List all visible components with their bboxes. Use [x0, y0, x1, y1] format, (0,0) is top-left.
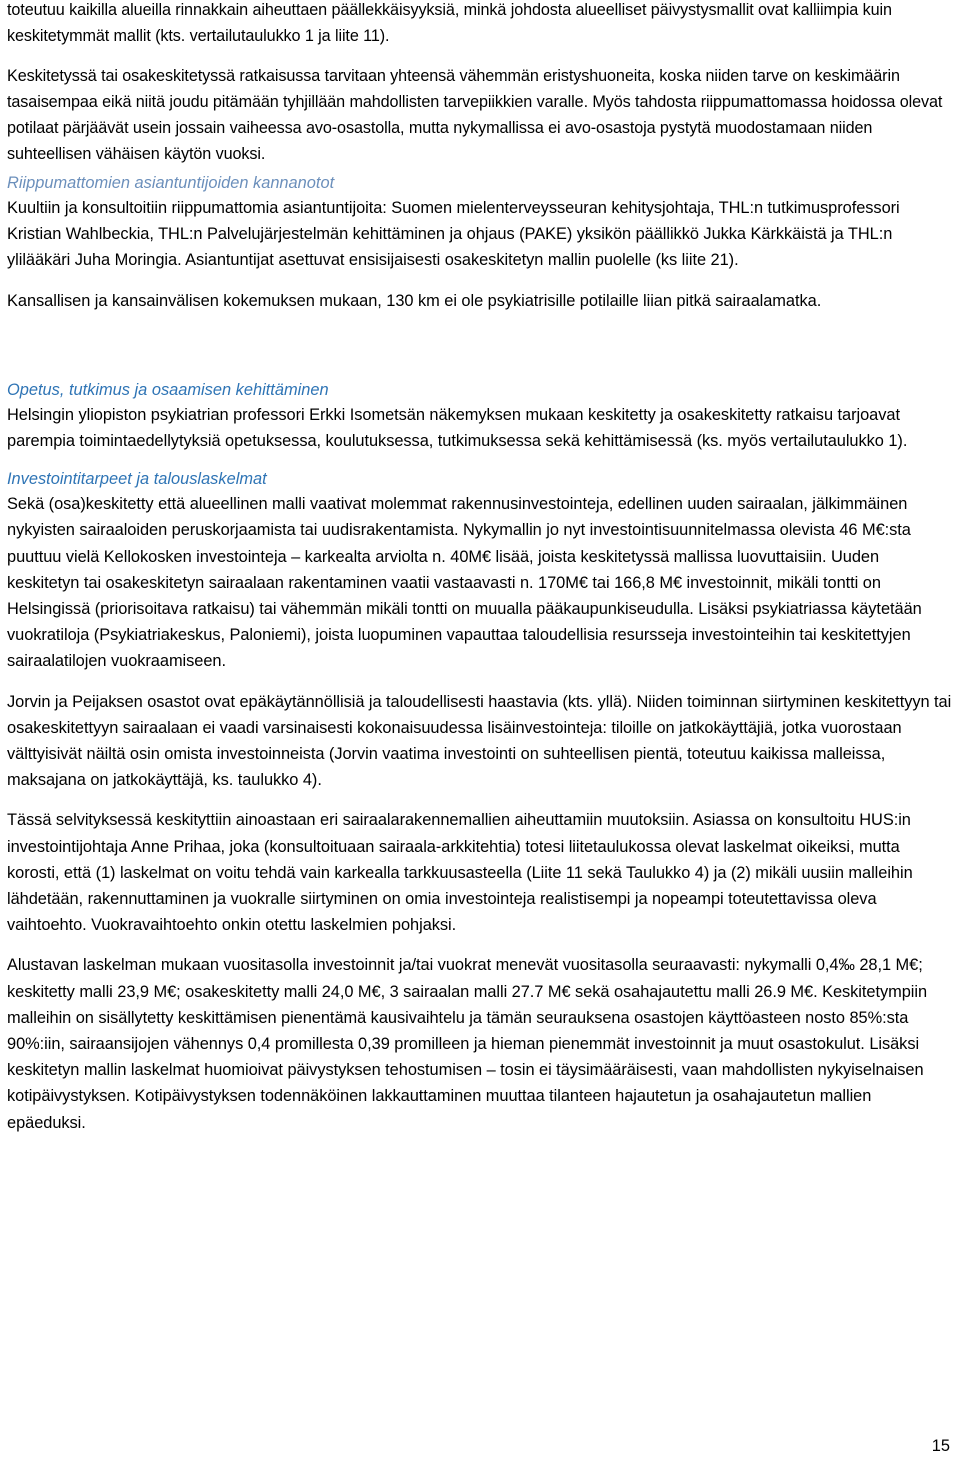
page-number: 15 [931, 1437, 950, 1455]
spacer [7, 793, 953, 807]
heading-independent-experts: Riippumattomien asiantuntijoiden kannanotot [7, 174, 335, 192]
document-page [7, 0, 953, 1136]
paragraph-experts-consulted: Kuultiin ja konsultoitiin riippumattomia asiantuntijoita: Suomen mielenterveysseuran kehitysjohtaja, THL:n tutkimusprofessori Kristian Wahlbeckia, THL:n Palvelujärjestelmän kehittäminen ja ohjaus (PAKE) yksikön päällikkö Jukka Kärkkäistä ja THL:n ylilääkäri Juha Moringia. Asiantuntijat asettuvat ensisijaisesti osakeskitetyn mallin puolelle (ks liite 21). [7, 199, 900, 270]
spacer [7, 274, 953, 288]
heading-teaching-research: Opetus, tutkimus ja osaamisen kehittäminen [7, 380, 329, 399]
paragraph-consultation: Tässä selvityksessä keskityttiin ainoastaan eri sairaalarakennemallien aiheuttamiin muutoksiin. Asiassa on konsultoitu HUS:in investointijohtaja Anne Prihaa, joka (konsultoituaan sairaala-arkkitehtia) totesi liitetaulukossa olevat laskelmat oikeiksi, mutta korosti, että (1) laskelmat on voitu tehdä vain karkealla tarkkuusasteella (Liite 11 sekä Taulukko 4) ja (2) mikäli uusiin malleihin lähdetään, rakennuttaminen ja vuokralle siirtyminen on omia investointeja realistisempi ja nopeampi toteutettavissa oleva vaihtoehto. Vuokravaihtoehto onkin otettu laskelmien pohjaksi. [7, 811, 913, 935]
paragraph-preliminary-calculation: Alustavan laskelman mukaan vuositasolla investoinnit ja/tai vuokrat menevät vuositasolla seuraavasti: nykymalli 0,4‰ 28,1 M€; keskitetty malli 23,9 M€; osakeskitetty malli 24,0 M€, 3 sairaalan malli 27.7 M€ sekä osahajautettu malli 26.9 M€. Keskitetympiin malleihin on sisällytetty keskittämisen pienentämä kausivaihtelu ja tämän seurauksena osastojen käyttöasteen nosto 85%:sta 90%:iin, sairaansijojen vähennys 0,4 promillesta 0,39 promilleen ja hieman pienemmät investoinnit ja muut osastokulut. Lisäksi keskitetyn mallin laskelmat huomioivat päivystyksen tehostumisen – tosin ei täysimääräisesti, vaan mahdollisten nykyiselnaisen kotipäivystyksen. Kotipäivystyksen todennäköinen lakkauttaminen muuttaa tilanteen hajautetun ja osahajautetun mallien epäeduksi. [7, 956, 928, 1132]
paragraph-professor-view: Helsingin yliopiston psykiatrian professori Erkki Isometsän näkemyksen mukaan keskitetty ja osakeskitetty ratkaisu tarjoavat parempia toimintaedellytyksiä opetuksessa, koulutuksessa, tutkimuksessa sekä kehittämisessä (ks. myös vertailutaulukko 1). [7, 405, 908, 451]
paragraph-intro-continuation: toteutuu kaikilla alueilla rinnakkain aiheuttaen päällekkäisyyksiä, minkä johdosta alueelliset päivystysmallit ovat kalliimpia kuin keskitetymmät mallit (kts. vertailutaulukko 1 ja liite 11). [7, 1, 892, 45]
paragraph-investments: Sekä (osa)keskitetty että alueellinen malli vaativat molemmat rakennusinvestointeja, edellinen uuden sairaalan, jälkimmäinen nykyisten sairaaloiden peruskorjaamista tai uudisrakentamista. Nykymallin jo nyt investointisuunnitelmassa olevista 46 M€:sta puuttuu vielä Kellokosken investointeja – karkealta arviolta n. 40M€ lisää, joista keskitetyssä mallissa luovuttaisiin. Uuden keskitetyn tai osakeskitetyn sairaalaan rakentaminen vaatii vastaavasti n. 170M€ tai 166,8 M€ investoinnit, mikäli tontti on Helsingissä (priorisoitava ratkaisu) tai vähemmän mikäli tontti on muualla pääkaupunkiseudulla. Lisäksi psykiatriassa käytetään vuokratiloja (Psykiatriakeskus, Paloniemi), joista luopuminen vapauttaa taloudellisia resursseja investointeihin tai keskitettyjen sairaalatilojen vuokraamiseen. [7, 495, 922, 671]
paragraph-jorvi-peijas: Jorvin ja Peijaksen osastot ovat epäkäytännöllisiä ja taloudellisesti haastavia (kts. yllä). Niiden toiminnan siirtyminen keskitettyyn tai osakeskitettyyn sairaalaan ei vaadi varsinaisesti kokonaisuudessa lisäinvestointeja: tiloille on jatkokäyttäjiä, jotka vuorostaan välttyisivät näiltä osin omista investoinneista (Jorvin vaatima investointi on suhteellisen pientä, toteutuu kaikissa malleissa, maksajana on jatkokäyttäjä, ks. taulukko 4). [7, 692, 952, 790]
spacer [7, 49, 953, 63]
spacer [7, 938, 953, 952]
paragraph-isolation-rooms: Keskitetyssä tai osakeskitetyssä ratkaisussa tarvitaan yhteensä vähemmän eristyshuoneita, koska niiden tarve on keskimäärin tasaisempaa eikä niitä joudu pitämään tyhjillään mahdollisten tarvepiikkien varalle. Myös tahdosta riippumattomassa hoidossa olevat potilaat pärjäävät usein jossain vaiheessa avo-osastolla, mutta nykymallissa ei avo-osastoja pystytä muodostamaan niiden suhteellisen vähäisen käytön vuoksi. [7, 67, 943, 163]
heading-investment-needs: Investointitarpeet ja talouslaskelmat [7, 470, 267, 489]
spacer [7, 675, 953, 689]
spacer [7, 314, 953, 378]
spacer [7, 454, 953, 467]
paragraph-travel-distance: Kansallisen ja kansainvälisen kokemuksen mukaan, 130 km ei ole psykiatrisille potilaille liian pitkä sairaalamatka. [7, 291, 822, 310]
